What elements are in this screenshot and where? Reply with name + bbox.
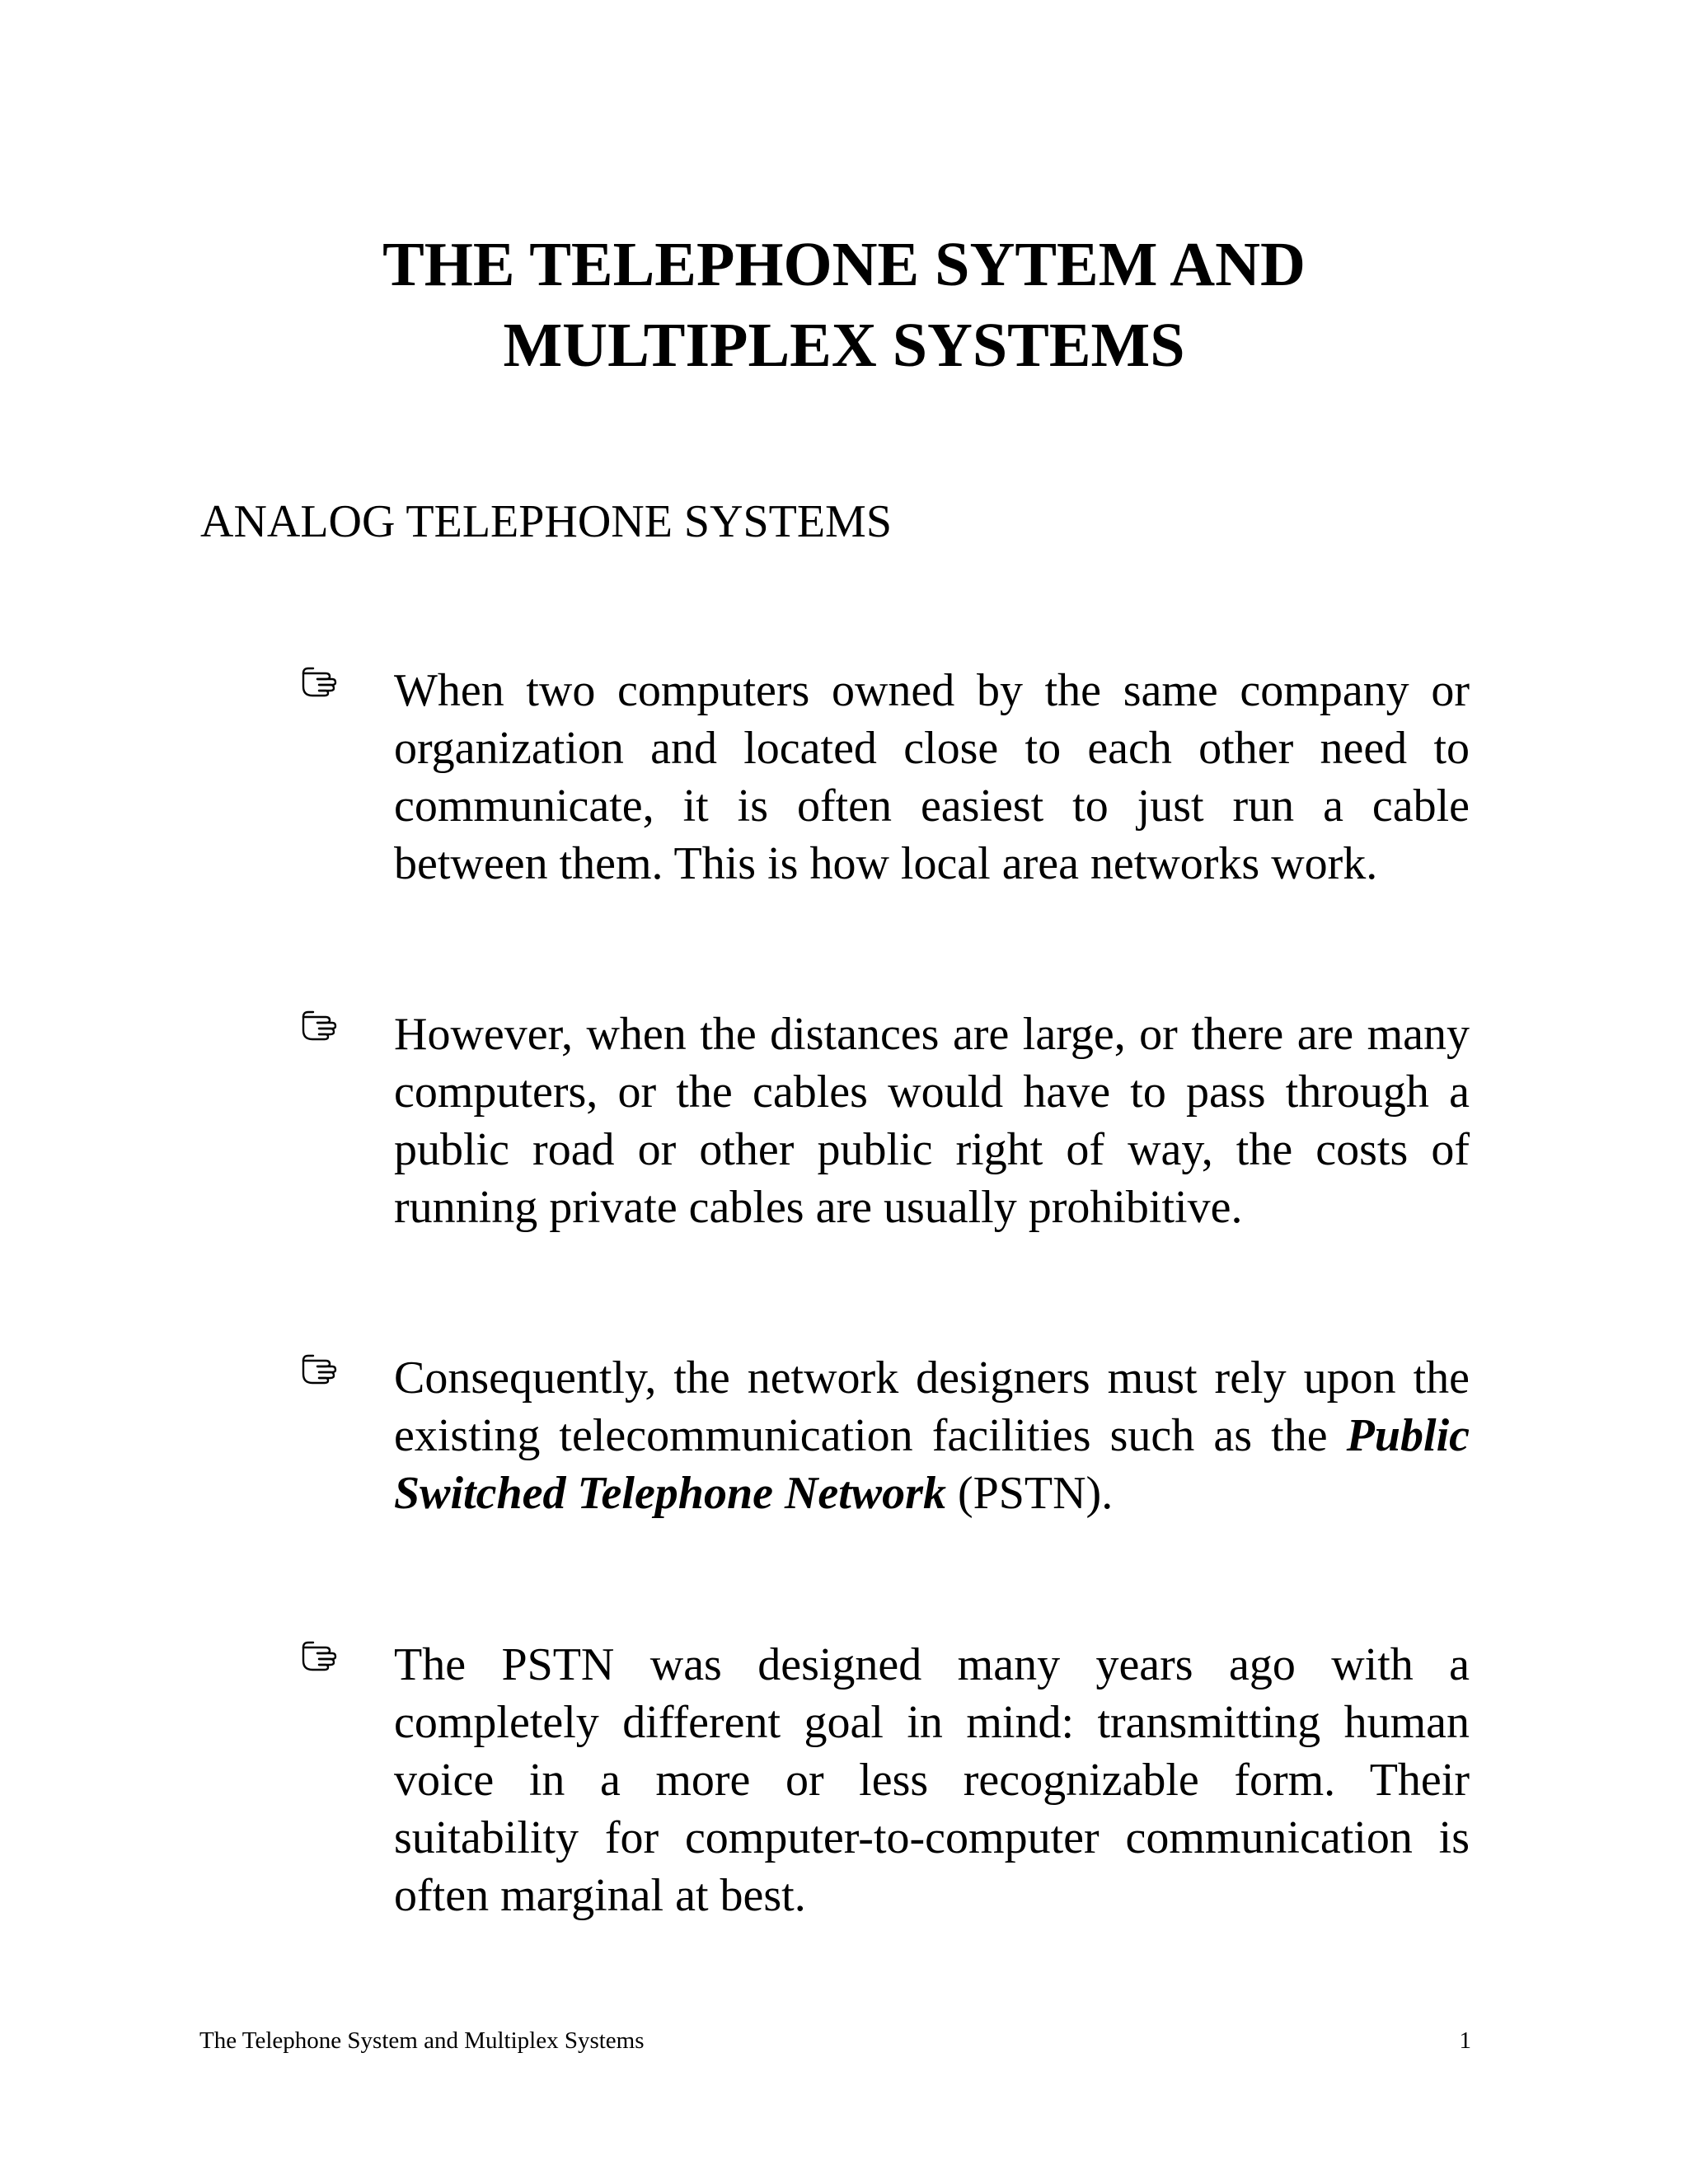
bullet-text-after: (PSTN).: [945, 1468, 1114, 1519]
pstn-emphasis: Public Switched Telephone Network: [394, 1410, 1470, 1519]
pointing-hand-icon: [301, 1641, 342, 1672]
section-heading: ANALOG TELEPHONE SYSTEMS: [200, 496, 892, 547]
bullet-text-before: Consequently, the network designers must rely upon the existing telecommunication facilities such as the: [394, 1352, 1470, 1461]
page-title: [0, 224, 1688, 386]
footer-running-title: The Telephone System and Multiplex Systems: [199, 2027, 645, 2054]
page-number: 1: [1459, 2027, 1471, 2054]
title-line-1: THE TELEPHONE SYTEM AND: [382, 230, 1306, 299]
pointing-hand-icon: [301, 1010, 342, 1042]
pointing-hand-icon: [301, 1354, 342, 1385]
pointing-hand-icon: [301, 667, 342, 698]
bullet-text: [394, 1349, 1470, 1522]
bullet-text: The PSTN was designed many years ago with a completely different goal in mind: transmitting human voice in a more or less recognizable form. Their suitability for computer-to-computer communication is often marginal at best.: [394, 1639, 1470, 1921]
bullet-text: However, when the distances are large, or there are many computers, or the cables would have to pass through a public road or other public right of way, the costs of running private cables are usually prohibitive.: [394, 1009, 1470, 1233]
bullet-text: When two computers owned by the same company or organization and located close to each other need to communicate, it is often easiest to just run a cable between them. This is how local area networks work.: [394, 665, 1470, 889]
title-line-2: MULTIPLEX SYSTEMS: [503, 311, 1185, 380]
